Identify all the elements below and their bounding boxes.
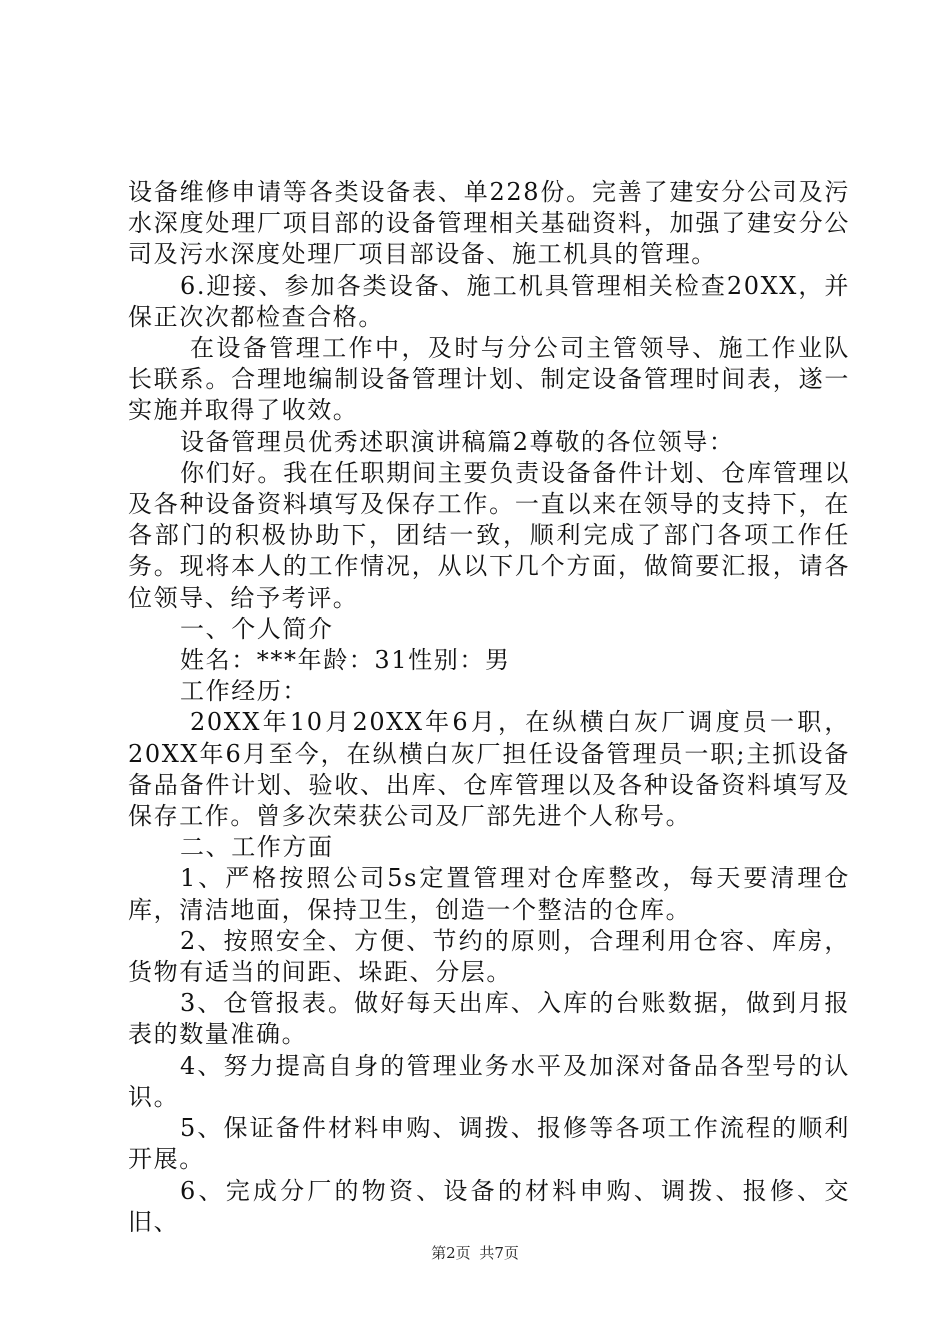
page-footer (0, 1242, 950, 1263)
paragraph: 你们好。我在任职期间主要负责设备备件计划、仓库管理以及各种设备资料填写及保存工作。一直以来在领导的支持下，在各部门的积极协助下，团结一致，顺利完成了部门各项工作任务。现将本人的工作情况，从以下几个方面，做简要汇报，请各位领导、给予考评。 (128, 458, 850, 612)
list-item: 5、保证备件材料申购、调拨、报修等各项工作流程的顺利开展。 (128, 1114, 850, 1174)
page-total: 共7页 (479, 1244, 519, 1262)
section-heading: 二、工作方面 (180, 833, 334, 862)
list-item: 6、完成分厂的物资、设备的材料申购、调拨、报修、交旧、 (128, 1176, 850, 1236)
list-item: 1、严格按照公司5s定置管理对仓库整改，每天要清理仓库，清洁地面，保持卫生，创造一个整洁的仓库。 (128, 864, 850, 924)
section-heading: 一、个人简介 (180, 614, 334, 643)
paragraph: 设备维修申请等各类设备表、单228份。完善了建安分公司及污水深度处理厂项目部的设备管理相关基础资料，加强了建安分公司及污水深度处理厂项目部设备、施工机具的管理。 (128, 178, 850, 269)
paragraph: 设备管理员优秀述职演讲稿篇2尊敬的各位领导： (180, 427, 735, 456)
document-body (128, 177, 850, 1238)
paragraph: 在设备管理工作中，及时与分公司主管领导、施工作业队长联系。合理地编制设备管理计划、制定设备管理时间表，遂一实施并取得了收效。 (128, 334, 850, 425)
paragraph: 20XX年10月20XX年6月，在纵横白灰厂调度员一职，20XX年6月至今，在纵横白灰厂担任设备管理员一职;主抓设备备品备件计划、验收、出库、仓库管理以及各种设备资料填写及保存工作。曾多次荣获公司及厂部先进个人称号。 (128, 708, 850, 831)
page-number: 第2页 (431, 1244, 471, 1262)
list-item: 3、仓管报表。做好每天出库、入库的台账数据，做到月报表的数量准确。 (128, 989, 850, 1049)
paragraph: 6.迎接、参加各类设备、施工机具管理相关检查20XX，并保正次次都检查合格。 (128, 271, 850, 331)
paragraph: 姓名：***年龄：31性别：男 (180, 646, 511, 675)
list-item: 4、努力提高自身的管理业务水平及加深对备品各型号的认识。 (128, 1051, 850, 1111)
paragraph: 工作经历： (180, 677, 308, 706)
list-item: 2、按照安全、方便、节约的原则，合理利用仓容、库房，货物有适当的间距、垛距、分层。 (128, 926, 850, 987)
